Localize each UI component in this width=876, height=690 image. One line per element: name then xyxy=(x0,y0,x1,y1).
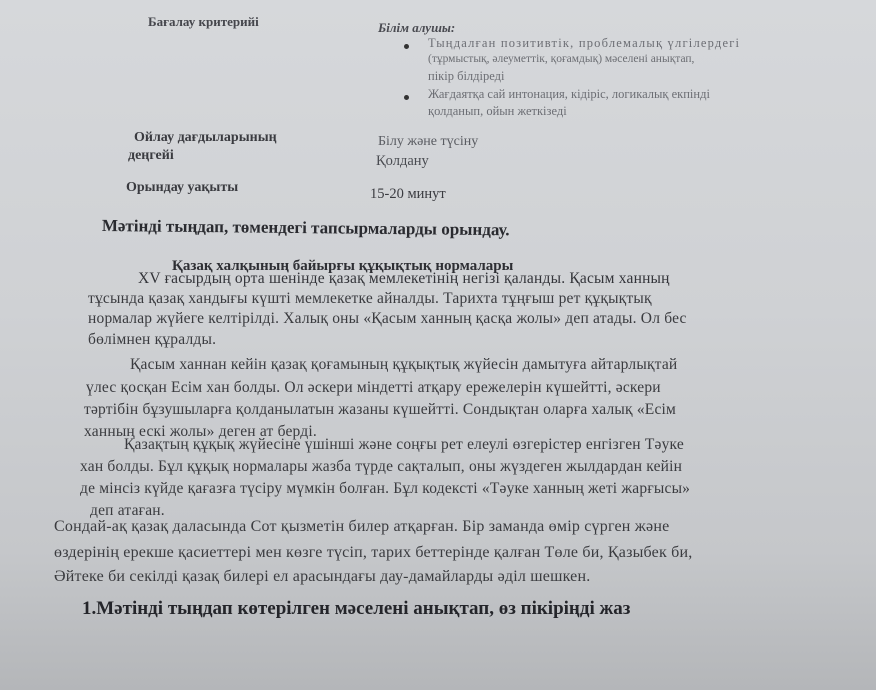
instruction-heading: Мәтінді тыңдап, төмендегі тапсырмаларды орындау. xyxy=(101,216,510,240)
paragraph-line: Әйтеке би секілді қазақ билері ел арасындағы дау-дамайларды әділ шешкен. xyxy=(54,568,591,585)
paragraph-line: Қасым ханнан кейін қазақ қоғамының құқықтық жүйесін дамытуға айтарлықтай xyxy=(130,356,678,373)
paragraph-line: XV ғасырдың орта шенінде қазақ мемлекетінің негізі қаланды. Қасым ханның xyxy=(138,270,670,287)
bullet-dot xyxy=(404,95,409,100)
paragraph-line: Сондай-ақ қазақ даласында Сот қызметін билер атқарған. Бір заманда өмір сүрген және xyxy=(54,518,670,535)
paragraph-line: деп атаған. xyxy=(90,502,165,519)
bullet-2-line-1: Жағдаятқа сай интонация, кідіріс, логикалық екпінді xyxy=(428,87,710,101)
paragraph-line: ханның ескі жолы» деген ат берді. xyxy=(84,423,317,440)
thinking-skills-label-2: деңгейі xyxy=(128,148,174,163)
bullet-2-line-2: қолданып, ойын жеткізеді xyxy=(428,104,567,118)
paragraph-line: тәртібін бұзушыларға қолданылатын жазаны күшейтті. Сондықтан оларға халық «Есім xyxy=(84,401,677,418)
time-value: 15-20 минут xyxy=(370,186,446,202)
paragraph-line: өздерінің ерекше қасиеттері мен көзге түсіп, тарих беттерінде қалған Төле би, Қазыбек би, xyxy=(54,544,693,561)
paragraph-line: хан болды. Бұл құқық нормалары жазба түрде сақталып, оны жүздеген жылдардан кейін xyxy=(80,458,683,475)
thinking-skills-value-2: Қолдану xyxy=(376,153,429,169)
bullet-1-line-3: пікір білдіреді xyxy=(428,69,505,83)
bullet-dot xyxy=(404,44,409,49)
paragraph-line: Қазақтың құқық жүйесіне үшінші және соңғы рет елеулі өзгерістер енгізген Тәуке xyxy=(124,436,684,453)
paragraph-line: бөлімнен құралды. xyxy=(88,331,217,348)
thinking-skills-label-1: Ойлау дағдыларының xyxy=(134,130,277,145)
paragraph-line: үлес қосқан Есім хан болды. Ол әскери міндетті атқару ережелерін күшейтті, әскери xyxy=(86,379,661,396)
student-header: Білім алушы: xyxy=(378,20,456,35)
task-heading: 1.Мәтінді тыңдап көтерілген мәселені анықтап, өз пікіріңді жаз xyxy=(82,598,631,619)
criteria-header: Бағалау критерийі xyxy=(148,14,259,29)
text-title: Қазақ халқының байырғы құқықтық нормалары xyxy=(172,258,514,274)
paragraph-line: нормалар жүйеге келтірілді. Халық оны «Қасым ханның қасқа жолы» деп атады. Ол бес xyxy=(88,310,687,327)
paragraph-line: де мінсіз күйде қағазға түсіру мүмкін болған. Бұл кодексті «Тәуке ханның жеті жарғысы» xyxy=(80,480,691,497)
paragraph-line: тұсында қазақ хандығы күшті мемлекетке айналды. Тарихта тұңғыш рет құқықтық xyxy=(88,290,652,307)
bullet-1-line-2: (тұрмыстық, әлеуметтік, қоғамдық) мәселені анықтап, xyxy=(428,53,695,65)
thinking-skills-value-1: Білу және түсіну xyxy=(378,134,479,149)
bullet-1-line-1: Тыңдалған позитивтік, проблемалық үлгілердегі xyxy=(428,36,741,50)
time-label: Орындау уақыты xyxy=(126,180,239,195)
